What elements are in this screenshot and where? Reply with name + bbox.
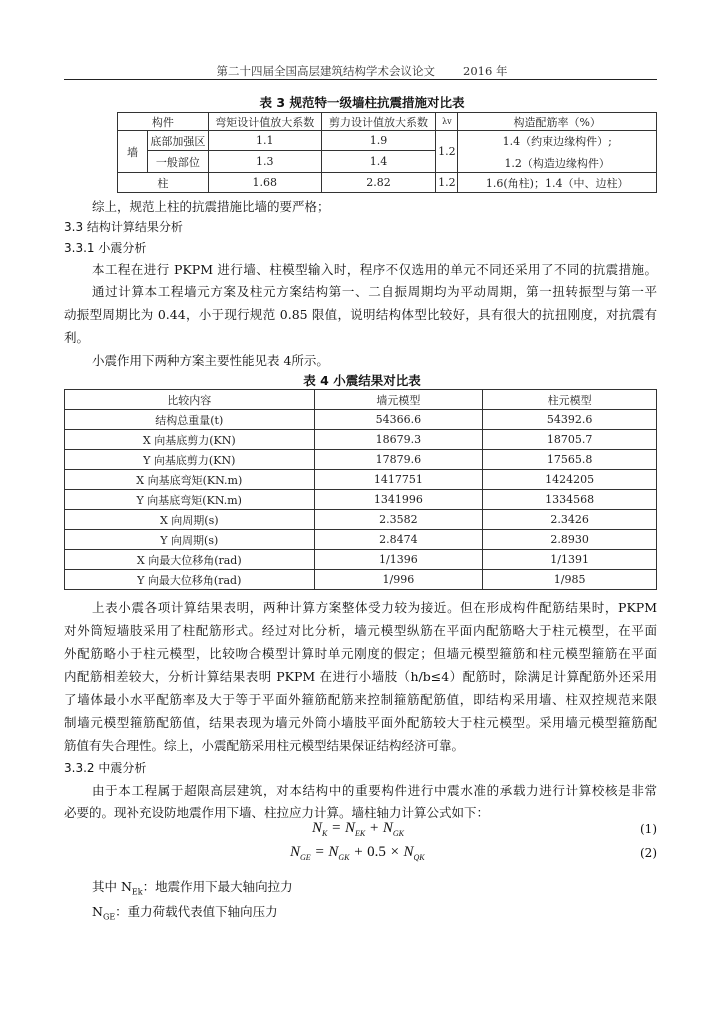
cell: Y 向最大位移角(rad)	[65, 570, 315, 590]
paragraph-line: 筋值有失合理性。综上，小震配筋采用柱元模型结果保证结构经济可靠。	[64, 738, 465, 753]
cell: 18679.3	[314, 430, 483, 450]
section-heading-3-3: 3.3 结构计算结果分析	[64, 220, 183, 234]
cell: Y 向基底剪力(KN)	[65, 450, 315, 470]
cell: 1.68	[208, 173, 321, 193]
cell: 1341996	[314, 490, 483, 510]
header-cell: 比较内容	[65, 390, 315, 410]
cell: 54392.6	[483, 410, 657, 430]
paragraph-line: 上表小震各项计算结果表明，两种计算方案整体受力较为接近。但在形成构件配筋结果时，PKPM	[92, 600, 657, 615]
table-row	[65, 530, 657, 550]
paragraph-line: 制墙元模型箍筋配筋值，结果表现为墙元外筒小墙肢平面外配筋较大于柱元模型。采用墙元模型箍筋配	[64, 715, 657, 730]
paragraph-line: 了墙体最小水平配筋率及大于等于平面外箍筋配筋来控制箍筋配筋值，即结构采用墙、柱双控规范来限	[64, 692, 657, 707]
definition-nge: $N_{GE}$：重力荷载代表值下轴向压力	[92, 904, 278, 922]
cell: 1/1396	[314, 550, 483, 570]
cell: 2.3582	[314, 510, 483, 530]
table-row	[65, 490, 657, 510]
table-row	[65, 470, 657, 490]
table3	[117, 112, 657, 193]
equation-1: $N_K = N_{EK} + N_{GK}$	[312, 820, 404, 838]
cell: 1/996	[314, 570, 483, 590]
cell: 1.2	[436, 131, 458, 173]
header-cell: 弯矩设计值放大系数	[208, 113, 321, 131]
paragraph-line: 利。	[64, 330, 90, 345]
header-title: 第二十四届全国高层建筑结构学术会议论文	[216, 64, 436, 78]
wall-ratio-cell	[458, 131, 657, 173]
table-row	[65, 410, 657, 430]
cell: Y 向基底弯矩(KN.m)	[65, 490, 315, 510]
header-cell: 剪力设计值放大系数	[321, 113, 436, 131]
header-cell: 墙元模型	[314, 390, 483, 410]
cell: 1.3	[208, 151, 321, 173]
summary-text: 综上，规范上柱的抗震措施比墙的要严格；	[92, 199, 330, 214]
cell: 1417751	[314, 470, 483, 490]
table-row	[118, 173, 657, 193]
header-cell: λv	[436, 113, 458, 131]
cell: X 向基底弯矩(KN.m)	[65, 470, 315, 490]
cell: 一般部位	[147, 151, 208, 173]
paragraph-line: 对外筒短墙肢采用了柱配筋形式。经过对比分析，墙元模型纵筋在平面内配筋略大于柱元模型，在平面	[64, 623, 657, 638]
cell: 18705.7	[483, 430, 657, 450]
table-row	[65, 450, 657, 470]
cell: 底部加强区	[147, 131, 208, 151]
table3-caption: 表 3 规范特一级墙柱抗震措施对比表	[259, 95, 465, 110]
cell: 2.8930	[483, 530, 657, 550]
table-row	[65, 510, 657, 530]
cell: 1/1391	[483, 550, 657, 570]
cell: 结构总重量(t)	[65, 410, 315, 430]
paragraph-line: 小震作用下两种方案主要性能见表 4所示。	[92, 353, 329, 368]
paragraph-line: 外配筋略小于柱元模型，比较吻合模型计算时单元刚度的假定；但墙元模型箍筋和柱元模型箍筋在平面	[64, 646, 657, 661]
cell: 2.82	[321, 173, 436, 193]
equation-2: $N_{GE} = N_{GK} + 0.5 \times N_{QK}$	[290, 844, 425, 862]
cell: 54366.6	[314, 410, 483, 430]
table-row	[118, 131, 657, 151]
header-cell: 构件	[118, 113, 209, 131]
table-header-row	[118, 113, 657, 131]
cell: Y 向周期(s)	[65, 530, 315, 550]
cell: 17879.6	[314, 450, 483, 470]
section-heading-3-3-2: 3.3.2 中震分析	[64, 761, 147, 775]
table-row	[65, 430, 657, 450]
cell: X 向周期(s)	[65, 510, 315, 530]
cell: 柱	[118, 173, 209, 193]
cell: 1.6(角柱)；1.4（中、边柱）	[458, 173, 657, 193]
cell: 1424205	[483, 470, 657, 490]
cell: X 向最大位移角(rad)	[65, 550, 315, 570]
cell: 1334568	[483, 490, 657, 510]
header-year: 2016 年	[463, 64, 508, 78]
header-cell: 柱元模型	[483, 390, 657, 410]
cell: 1.4	[321, 151, 436, 173]
paragraph-line: 动振型周期比为 0.44，小于现行规范 0.85 限值，说明结构体型比较好，具有很大的抗扭刚度，对抗震有	[64, 307, 657, 322]
header-cell: 构造配筋率（%）	[458, 113, 657, 131]
cell: 1.2	[436, 173, 458, 193]
cell: 1/985	[483, 570, 657, 590]
cell: 2.3426	[483, 510, 657, 530]
table4	[64, 389, 657, 590]
cell: X 向基底剪力(KN)	[65, 430, 315, 450]
wall-ratio-1: 1.4（约束边缘构件）;	[502, 134, 612, 148]
running-header	[0, 63, 724, 79]
equation-1-number: (1)	[640, 822, 657, 836]
table-row	[65, 550, 657, 570]
cell: 2.8474	[314, 530, 483, 550]
wall-label: 墙	[118, 131, 148, 173]
cell: 17565.8	[483, 450, 657, 470]
paragraph-line: 内配筋相差较大，分析计算结果表明 PKPM 在进行小墙肢（h/b≤4）配筋时，除满足计算配筋外还采用	[64, 669, 657, 684]
header-rule	[64, 79, 657, 80]
cell: 1.1	[208, 131, 321, 151]
wall-ratio-2: 1.2（构造边缘构件）	[504, 156, 610, 170]
table-row	[65, 570, 657, 590]
cell: 1.9	[321, 131, 436, 151]
paragraph-line: 必要的。现补充设防地震作用下墙、柱拉应力计算。墙柱轴力计算公式如下：	[64, 805, 490, 820]
table4-caption: 表 4 小震结果对比表	[303, 373, 421, 388]
section-heading-3-3-1: 3.3.1 小震分析	[64, 241, 147, 255]
paragraph-line: 由于本工程属于超限高层建筑，对本结构中的重要构件进行中震水准的承载力进行计算校核是非常	[92, 783, 657, 798]
definition-nek: 其中 $N_{Ek}$：地震作用下最大轴向拉力	[92, 879, 293, 897]
paragraph-line: 通过计算本工程墙元方案及柱元方案结构第一、二自振周期均为平动周期，第一扭转振型与第一平	[92, 284, 657, 299]
table-header-row	[65, 390, 657, 410]
paragraph-line: 本工程在进行 PKPM 进行墙、柱模型输入时，程序不仅选用的单元不同还采用了不同的抗震措施。	[92, 262, 657, 277]
equation-2-number: (2)	[640, 846, 657, 860]
